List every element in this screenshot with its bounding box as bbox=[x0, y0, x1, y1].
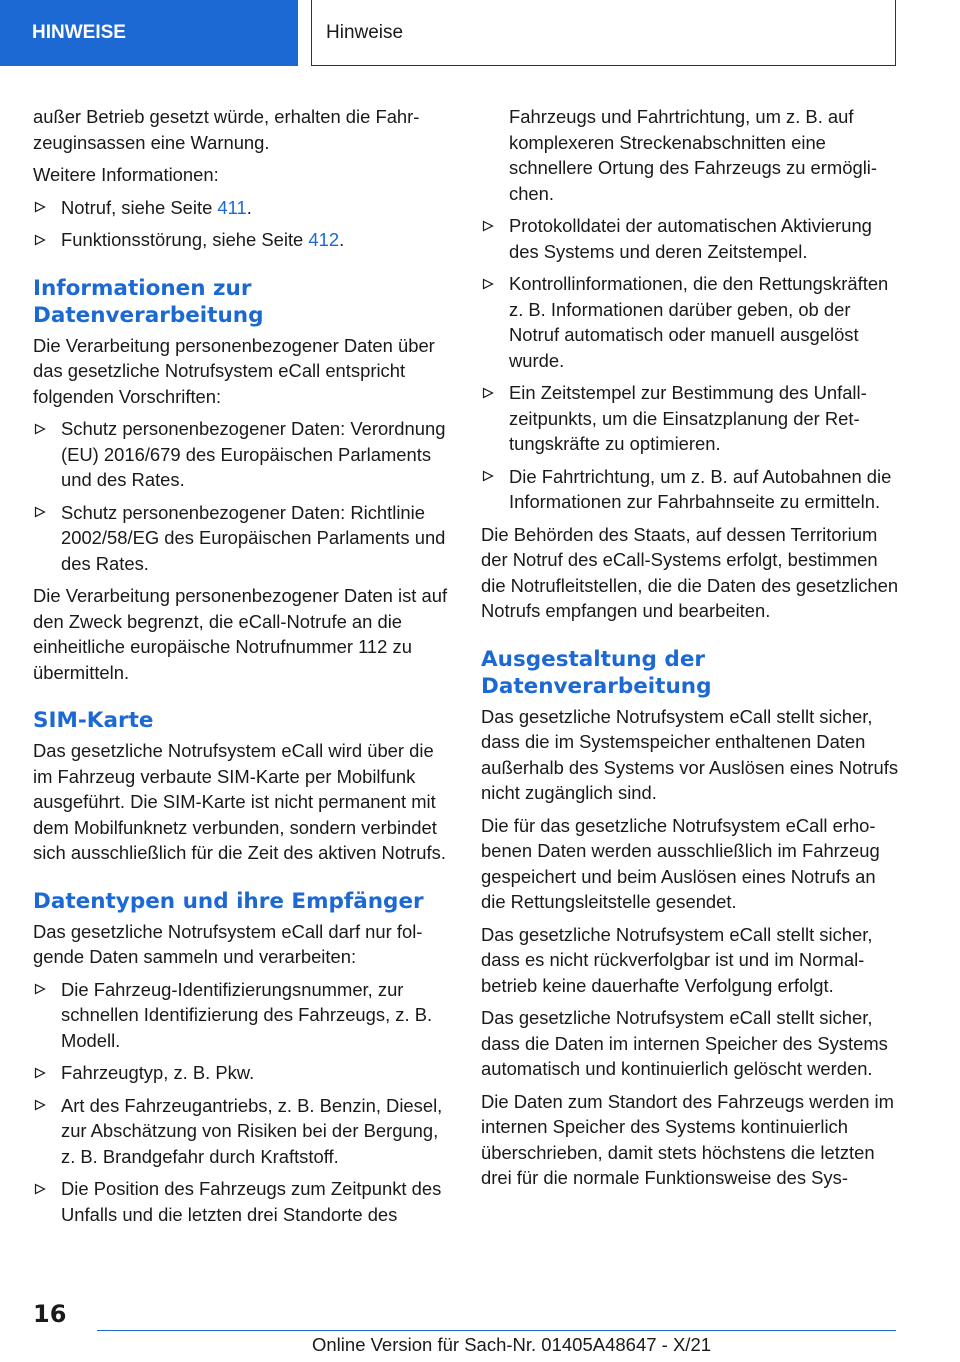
heading-info: Informationen zur Datenverarbeitung bbox=[33, 275, 264, 328]
page-link[interactable]: 411 bbox=[217, 196, 247, 218]
page-number: 16 bbox=[33, 1300, 67, 1328]
left-column bbox=[33, 104, 451, 1234]
list-item bbox=[481, 380, 899, 457]
list-item bbox=[481, 464, 899, 515]
intro-paragraph: außer Betrieb gesetzt würde, erhalten die Fahrzeuginsassen eine Warnung. bbox=[33, 106, 420, 153]
list-item bbox=[33, 1093, 451, 1170]
list-item bbox=[33, 195, 451, 221]
design-paragraph: Das gesetzliche Notrufsystem eCall stellt sicher, dass die Daten im internen Speicher des Systems automatisch und kontinuierlich gelöscht werden. bbox=[481, 1007, 888, 1079]
triangle-right-icon bbox=[33, 1060, 47, 1085]
info-paragraph: Die Verarbeitung personenbezogener Daten über das gesetzliche Notrufsystem eCall entspricht folgenden Vorschriften: bbox=[33, 334, 435, 407]
triangle-right-icon bbox=[33, 500, 47, 525]
triangle-right-icon bbox=[481, 464, 495, 489]
triangle-right-icon bbox=[481, 271, 495, 296]
section-tab-label: HINWEISE bbox=[32, 22, 126, 43]
heading-sim: SIM-Karte bbox=[33, 708, 154, 733]
list-item-text: Die Position des Fahrzeugs zum Zeitpunkt des Unfalls und die letzten drei Standorte des bbox=[61, 1178, 442, 1225]
design-paragraph: Das gesetzliche Notrufsystem eCall stellt sicher, dass die im Systemspeicher enthaltenen Daten außerhalb des Systems vor Auslösen eines Notrufs nicht zugänglich sind. bbox=[481, 705, 899, 803]
list-item bbox=[33, 500, 451, 577]
right-column bbox=[481, 104, 899, 1198]
list-item-text: Schutz personenbezogener Daten: Richtlinie 2002/58/EG des Europäischen Parlaments und des Rates. bbox=[61, 501, 446, 574]
data-types-paragraph: Das gesetzliche Notrufsystem eCall darf nur folgende Daten sammeln und verarbeiten: bbox=[33, 920, 423, 967]
triangle-right-icon bbox=[33, 195, 47, 220]
triangle-right-icon bbox=[481, 213, 495, 238]
list-item-continuation bbox=[481, 104, 899, 206]
list-item bbox=[481, 271, 899, 373]
ref-text: Funktionsstörung, siehe Seite bbox=[61, 229, 309, 250]
online-version-note: Online Version für Sach-Nr. 01405A48647 - X/21 bbox=[312, 1334, 712, 1355]
info-paragraph-2: Die Verarbeitung personenbezogener Daten ist auf den Zweck begrenzt, die eCall-Notrufe an die einheitliche europäische Notrufnummer 112 zu übermitteln. bbox=[33, 585, 448, 683]
list-item-text: Protokolldatei der automatischen Aktivierung des Systems und deren Zeitstempel. bbox=[509, 215, 872, 262]
ref-suffix: . bbox=[339, 229, 345, 250]
design-paragraph: Die für das gesetzliche Notrufsystem eCall erhobenen Daten werden ausschließlich im Fahrzeug gespeichert und beim Auslösen eines Notrufs an die Rettungsleitstelle gesendet. bbox=[481, 814, 880, 912]
sim-paragraph: Das gesetzliche Notrufsystem eCall wird über die im Fahrzeug verbaute SIM-Karte per Mobilfunk ausgeführt. Die SIM-Karte ist nicht permanent mit dem Mobilfunknetz verbunden, sondern verbindet sich ausschließlich für die Zeit des aktiven Notrufs. bbox=[33, 740, 446, 863]
triangle-right-icon bbox=[33, 1176, 47, 1201]
design-paragraph: Die Daten zum Standort des Fahrzeugs werden im internen Speicher des Systems kontinuierlich überschrieben, damit stets höchstens die letzten drei für die normale Funktionsweise des Sys- bbox=[481, 1090, 894, 1188]
ref-text: Notruf, siehe Seite bbox=[61, 196, 218, 218]
list-item-text: Schutz personenbezogener Daten: Verordnung (EU) 2016/679 des Europäischen Parlaments und des Rates. bbox=[61, 418, 446, 490]
list-item bbox=[33, 416, 451, 493]
triangle-right-icon bbox=[33, 1093, 47, 1118]
section-header bbox=[311, 0, 896, 66]
heading-data-types: Datentypen und ihre Empfänger bbox=[33, 888, 424, 914]
ref-suffix: . bbox=[246, 196, 252, 218]
list-item bbox=[33, 1060, 451, 1086]
triangle-right-icon bbox=[33, 227, 47, 252]
list-item bbox=[33, 227, 451, 253]
list-item-text: Fahrzeugtyp, z. B. Pkw. bbox=[61, 1062, 255, 1083]
heading-design: Ausgestaltung der Datenverarbeitung bbox=[481, 646, 712, 699]
list-item-text: Fahrzeugs und Fahrtrichtung, um z. B. auf komplexeren Streckenabschnitten eine schnellere Ortung des Fahrzeugs zu ermöglichen. bbox=[509, 106, 877, 204]
footer-divider bbox=[97, 1330, 896, 1331]
list-item-text: Die Fahrtrichtung, um z. B. auf Autobahnen die Informationen zur Fahrbahnseite zu ermitteln. bbox=[509, 465, 892, 512]
page-link[interactable]: 412 bbox=[308, 229, 340, 250]
list-item-text: Kontrollinformationen, die den Rettungskräften z. B. Informationen darüber geben, ob der Notruf automatisch oder manuell ausgelöst wurde. bbox=[509, 273, 889, 371]
list-item bbox=[33, 977, 451, 1054]
list-item-text: Art des Fahrzeugantriebs, z. B. Benzin, Diesel, zur Abschätzung von Risiken bei der Bergung, z. B. Brandgefahr durch Kraftstoff. bbox=[61, 1094, 443, 1167]
list-item bbox=[481, 213, 899, 264]
list-item bbox=[33, 1176, 451, 1227]
triangle-right-icon bbox=[481, 380, 495, 405]
section-tab bbox=[0, 0, 298, 66]
list-item-text: Die Fahrzeug-Identifizierungsnummer, zur schnellen Identifizierung des Fahrzeugs, z. B. Modell. bbox=[61, 978, 433, 1051]
design-paragraph: Das gesetzliche Notrufsystem eCall stellt sicher, dass es nicht rückverfolgbar ist und im Normalbetrieb keine dauerhafte Verfolgung erfolgt. bbox=[481, 923, 873, 996]
section-title: Hinweise bbox=[326, 21, 404, 43]
triangle-right-icon bbox=[33, 416, 47, 441]
authorities-paragraph: Die Behörden des Staats, auf dessen Territorium der Notruf des eCall-Systems erfolgt, bestimmen die Notrufleitstellen, die die Daten des gesetzlichen Notrufs empfangen und bearbeiten. bbox=[481, 523, 899, 621]
list-item-text: Ein Zeitstempel zur Bestimmung des Unfallzeitpunkts, um die Einsatzplanung der Rettungskräfte zu optimieren. bbox=[509, 382, 867, 454]
triangle-right-icon bbox=[33, 977, 47, 1002]
more-info-label: Weitere Informationen: bbox=[33, 164, 219, 185]
